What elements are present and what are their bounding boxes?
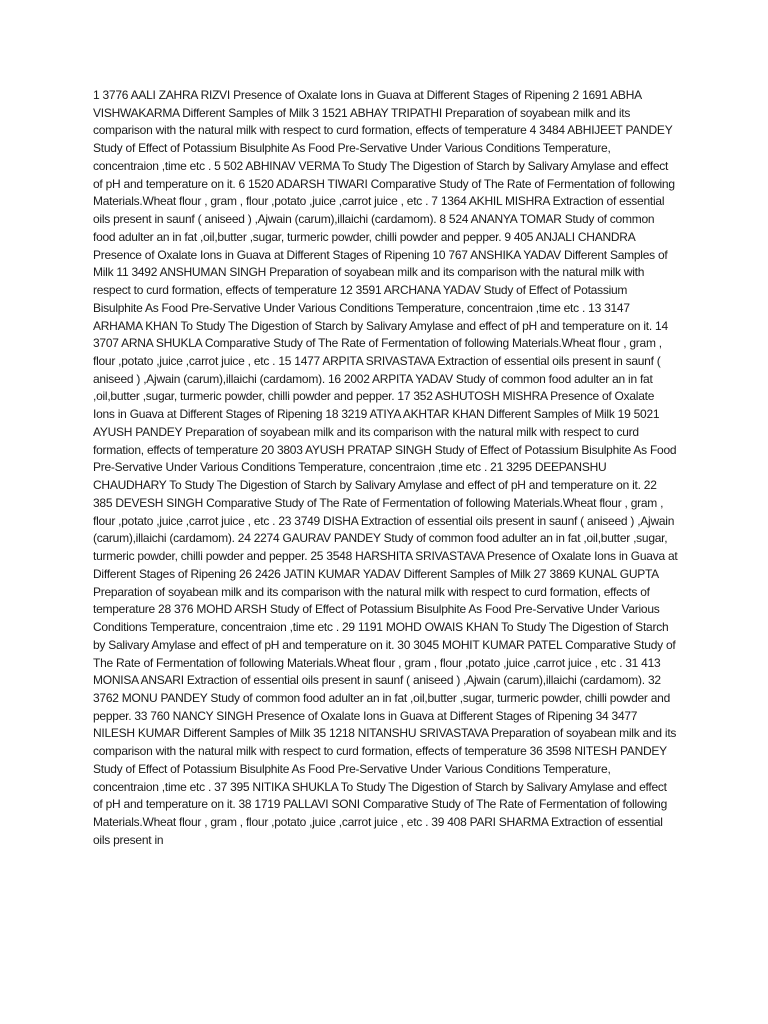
- document-body-text: 1 3776 AALI ZAHRA RIZVI Presence of Oxalate Ions in Guava at Different Stages of Ripening 2 1691 ABHA VISHWAKARMA Different Samples of Milk 3 1521 ABHAY TRIPATHI Preparation of soyabean milk and its comparison with the natural milk with respect to curd formation, effects of temperature 4 3484 ABHIJEET PANDEY Study of Effect of Potassium Bisulphite As Food Pre-Servative Under Various Conditions Temperature, concentraion ,time etc . 5 502 ABHINAV VERMA To Study The Digestion of Starch by Salivary Amylase and effect of pH and temperature on it. 6 1520 ADARSH TIWARI Comparative Study of The Rate of Fermentation of following Materials.Wheat flour , gram , flour ,potato ,juice ,carrot juice , etc . 7 1364 AKHIL MISHRA Extraction of essential oils present in saunf ( aniseed ) ,Ajwain (carum),illaichi (cardamom). 8 524 ANANYA TOMAR Study of common food adulter an in fat ,oil,butter ,sugar, turmeric powder, chilli powder and pepper. 9 405 ANJALI CHANDRA Presence of Oxalate Ions in Guava at Different Stages of Ripening 10 767 ANSHIKA YADAV Different Samples of Milk 11 3492 ANSHUMAN SINGH Preparation of soyabean milk and its comparison with the natural milk with respect to curd formation, effects of temperature 12 3591 ARCHANA YADAV Study of Effect of Potassium Bisulphite As Food Pre-Servative Under Various Conditions Temperature, concentraion ,time etc . 13 3147 ARHAMA KHAN To Study The Digestion of Starch by Salivary Amylase and effect of pH and temperature on it. 14 3707 ARNA SHUKLA Comparative Study of The Rate of Fermentation of following Materials.Wheat flour , gram , flour ,potato ,juice ,carrot juice , etc . 15 1477 ARPITA SRIVASTAVA Extraction of essential oils present in saunf ( aniseed ) ,Ajwain (carum),illaichi (cardamom). 16 2002 ARPITA YADAV Study of common food adulter an in fat ,oil,butter ,sugar, turmeric powder, chilli powder and pepper. 17 352 ASHUTOSH MISHRA Presence of Oxalate Ions in Guava at Different Stages of Ripening 18 3219 ATIYA AKHTAR KHAN Different Samples of Milk 19 5021 AYUSH PANDEY Preparation of soyabean milk and its comparison with the natural milk with respect to curd formation, effects of temperature 20 3803 AYUSH PRATAP SINGH Study of Effect of Potassium Bisulphite As Food Pre-Servative Under Various Conditions Temperature, concentraion ,time etc . 21 3295 DEEPANSHU CHAUDHARY To Study The Digestion of Starch by Salivary Amylase and effect of pH and temperature on it. 22 385 DEVESH SINGH Comparative Study of The Rate of Fermentation of following Materials.Wheat flour , gram , flour ,potato ,juice ,carrot juice , etc . 23 3749 DISHA Extraction of essential oils present in saunf ( aniseed ) ,Ajwain (carum),illaichi (cardamom). 24 2274 GAURAV PANDEY Study of common food adulter an in fat ,oil,butter ,sugar, turmeric powder, chilli powder and pepper. 25 3548 HARSHITA SRIVASTAVA Presence of Oxalate Ions in Guava at Different Stages of Ripening 26 2426 JATIN KUMAR YADAV Different Samples of Milk 27 3869 KUNAL GUPTA Preparation of soyabean milk and its comparison with the natural milk with respect to curd formation, effects of temperature 28 376 MOHD ARSH Study of Effect of Potassium Bisulphite As Food Pre-Servative Under Various Conditions Temperature, concentraion ,time etc . 29 1191 MOHD OWAIS KHAN To Study The Digestion of Starch by Salivary Amylase and effect of pH and temperature on it. 30 3045 MOHIT KUMAR PATEL Comparative Study of The Rate of Fermentation of following Materials.Wheat flour , gram , flour ,potato ,juice ,carrot juice , etc . 31 413 MONISA ANSARI Extraction of essential oils present in saunf ( aniseed ) ,Ajwain (carum),illaichi (cardamom). 32 3762 MONU PANDEY Study of common food adulter an in fat ,oil,butter ,sugar, turmeric powder, chilli powder and pepper. 33 760 NANCY SINGH Presence of Oxalate Ions in Guava at Different Stages of Ripening 34 3477 NILESH KUMAR Different Samples of Milk 35 1218 NITANSHU SRIVASTAVA Preparation of soyabean milk and its comparison with the natural milk with respect to curd formation, effects of temperature 36 3598 NITESH PANDEY Study of Effect of Potassium Bisulphite As Food Pre-Servative Under Various Conditions Temperature, concentraion ,time etc . 37 395 NITIKA SHUKLA To Study The Digestion of Starch by Salivary Amylase and effect of pH and temperature on it. 38 1719 PALLAVI SONI Comparative Study of The Rate of Fermentation of following Materials.Wheat flour , gram , flour ,potato ,juice ,carrot juice , etc . 39 408 PARI SHARMA Extraction of essential oils present in: [93, 88, 678, 847]
